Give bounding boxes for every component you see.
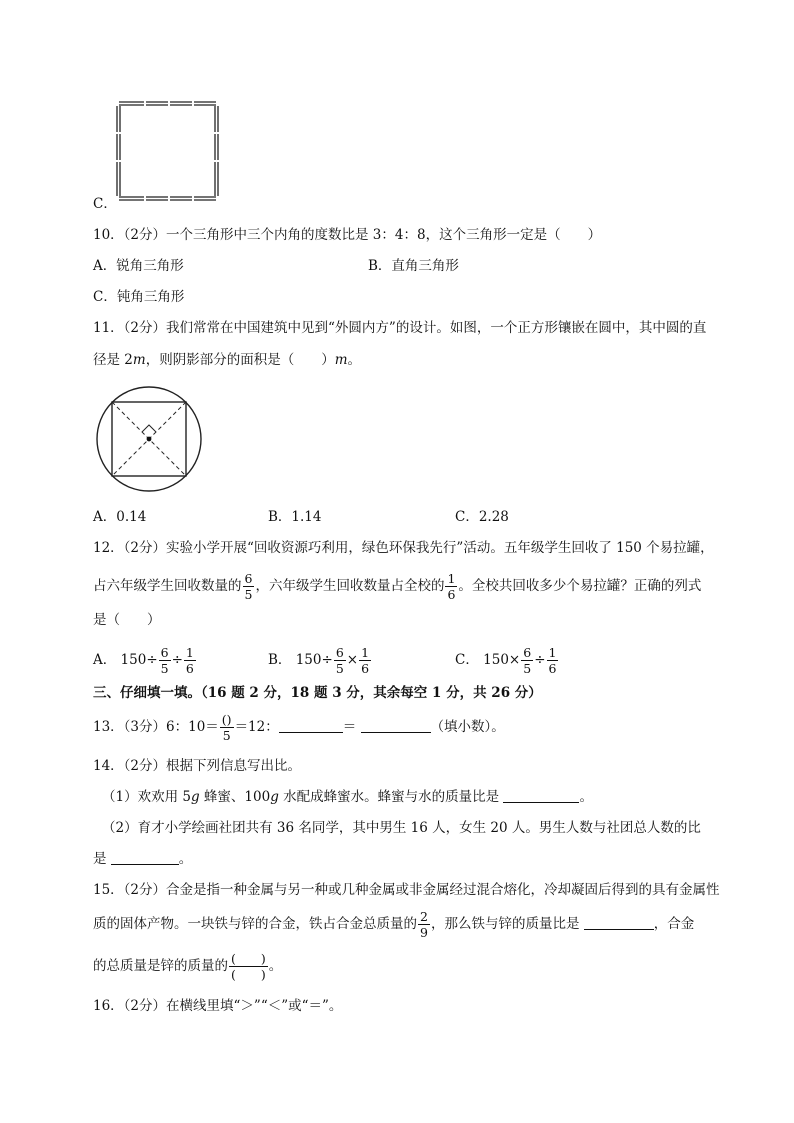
q12-option-c-label: C．	[455, 652, 479, 668]
q15-frac-num: 2	[420, 909, 428, 924]
q12-ob-f2d: 6	[361, 661, 370, 676]
q15-frac-2-9	[418, 909, 430, 940]
q13-blank-2[interactable]	[361, 718, 431, 733]
q11-stem-line2-b: ，则阴影部分的面积是（ ）	[145, 352, 335, 368]
q13-frac	[220, 712, 234, 743]
q15-blank-den: ( )	[231, 967, 266, 982]
q12-option-a-frac2	[184, 645, 196, 676]
q11-stem-line2	[93, 350, 361, 370]
q11-option-b: B．1.14	[268, 509, 322, 525]
q11-unit-m: m	[132, 352, 146, 368]
q12-option-c	[455, 642, 559, 678]
q12-option-c-frac1	[521, 645, 533, 676]
q12-oc-f2n: 1	[548, 645, 557, 660]
circle-square-figure	[95, 385, 205, 495]
q11-option-a: A．0.14	[93, 509, 147, 525]
q15-line1: 15．（2分）合金是指一种金属与另一种或几种金属或非金属经过混合熔化，冷却凝固后得到的具有金属性	[93, 882, 720, 898]
q12-oa-f2d: 6	[185, 661, 194, 676]
q15-line3	[93, 947, 282, 985]
q12-line2	[93, 567, 701, 605]
q12-option-a	[93, 642, 197, 678]
q12-option-a-expr: 150÷	[120, 652, 158, 668]
q12-frac-6-5	[243, 571, 255, 602]
q11-option-c: C．2.28	[455, 509, 509, 525]
q12-option-b-frac2	[359, 645, 371, 676]
q15-l3-a: 的总质量是锌的质量的	[93, 958, 228, 974]
q12-oa-f2n: 1	[185, 645, 194, 660]
q12-oc-f2d: 6	[548, 661, 557, 676]
q15-blank-fraction[interactable]	[229, 951, 268, 982]
q10-option-a: A．锐角三角形	[93, 258, 184, 274]
q12-option-c-expr: 150×	[483, 652, 521, 668]
q15-l3-b: 。	[268, 958, 283, 974]
q14-blank-1[interactable]	[503, 788, 579, 803]
q12-frac1-den: 5	[244, 587, 253, 602]
q12-oa-f1n: 6	[160, 645, 169, 660]
q12-option-a-op: ÷	[171, 652, 183, 668]
matchstick-square-figure	[112, 96, 224, 208]
q10-option-c: C．钝角三角形	[93, 289, 185, 305]
q14-p2-l2-a: 是	[93, 851, 107, 867]
q14-p1-b: 蜂蜜、100	[199, 789, 271, 805]
q12-option-b-expr: 150÷	[295, 652, 333, 668]
q12-line3: 是（ ）	[93, 612, 161, 628]
q15-blank-num: ( )	[231, 951, 266, 966]
q12-option-c-frac2	[547, 645, 559, 676]
q12-option-b-label: B．	[268, 652, 292, 668]
q15-frac-den: 9	[420, 925, 428, 940]
q13-a: 13．（3分）6：10＝	[93, 719, 219, 735]
q14-p1-c: 水配成蜂蜜水。蜂蜜与水的质量比是	[278, 789, 500, 805]
q11-stem-line1: 11．（2分）我们常常在中国建筑中见到“外圆内方”的设计。如图，一个正方形镶嵌在圆中，其中圆的直	[93, 320, 707, 336]
q14-unit-g2: g	[270, 789, 279, 805]
q13-blank-1[interactable]	[279, 718, 343, 733]
q15-blank-1[interactable]	[584, 915, 654, 930]
q12-option-b-frac1	[334, 645, 346, 676]
q12-line2-b: ，六年级学生回收数量占全校的	[255, 578, 445, 594]
q14-p1-a: （1）欢欢用 5	[102, 789, 191, 805]
q13-b: ＝12：	[234, 719, 279, 735]
q12-frac2-den: 6	[447, 587, 456, 602]
q12-line2-c: 。全校共回收多少个易拉罐？正确的列式	[458, 578, 702, 594]
q15-line2	[93, 905, 694, 943]
q12-ob-f1n: 6	[335, 645, 344, 660]
q12-ob-f1d: 5	[335, 661, 344, 676]
q9-option-c: C．	[93, 196, 117, 212]
q12-option-a-label: A．	[93, 652, 117, 668]
q13-c: ＝	[342, 719, 357, 735]
q12-frac2-num: 1	[447, 571, 456, 586]
q14-unit-g: g	[190, 789, 200, 805]
q15-l2-a: 质的固体产物。一块铁与锌的合金，铁占合金总质量的	[93, 916, 417, 932]
q12-ob-f2n: 1	[361, 645, 370, 660]
q14-p2-l2-b: 。	[178, 851, 193, 867]
q15-l2-b: ，那么铁与锌的质量比是	[430, 916, 580, 932]
q15-l2-c: ，合金	[653, 916, 695, 932]
q14-blank-2[interactable]	[111, 850, 179, 865]
q11-stem-line2-a: 径是 2	[93, 352, 133, 368]
section-3-heading: 三、仔细填一填。（16 题 2 分，18 题 3 分，其余每空 1 分，共 26 分）	[93, 685, 542, 701]
q12-option-b-op: ×	[346, 652, 359, 668]
q12-oc-f1n: 6	[523, 645, 532, 660]
q14-part1	[102, 787, 593, 807]
q11-stem-line2-c: 。	[347, 352, 362, 368]
q12-option-b	[268, 642, 372, 678]
q12-option-a-frac1	[159, 645, 171, 676]
q12-oa-f1d: 5	[160, 661, 169, 676]
q10-option-b: B．直角三角形	[368, 258, 459, 274]
q14-stem: 14．（2分）根据下列信息写出比。	[93, 758, 302, 774]
q12-frac1-num: 6	[244, 571, 253, 586]
q12-line2-a: 占六年级学生回收数量的	[93, 578, 242, 594]
q13-d: （填小数）。	[430, 719, 505, 735]
q12-frac-1-6	[445, 571, 457, 602]
q14-part2: （2）育才小学绘画社团共有 36 名同学，其中男生 16 人，女生 20 人。男生人数与社团总人数的比	[102, 820, 701, 836]
q14-part2-line2	[93, 849, 192, 869]
q10-stem: 10．（2分）一个三角形中三个内角的度数比是 3：4：8，这个三角形一定是（ ）	[93, 227, 602, 243]
q12-oc-f1d: 5	[523, 661, 532, 676]
q13	[93, 708, 505, 746]
q14-p1-d: 。	[579, 789, 593, 805]
q12-line1: 12．（2分）实验小学开展“回收资源巧利用，绿色环保我先行”活动。五年级学生回收了 150 个易拉罐，	[93, 540, 714, 556]
q11-unit-m2: m	[334, 352, 348, 368]
q13-frac-num: ()	[221, 712, 232, 727]
q13-frac-den: 5	[222, 728, 231, 743]
q12-option-c-op: ÷	[534, 652, 546, 668]
q16-stem: 16．（2分）在横线里填“＞”“＜”或“＝”。	[93, 998, 343, 1014]
